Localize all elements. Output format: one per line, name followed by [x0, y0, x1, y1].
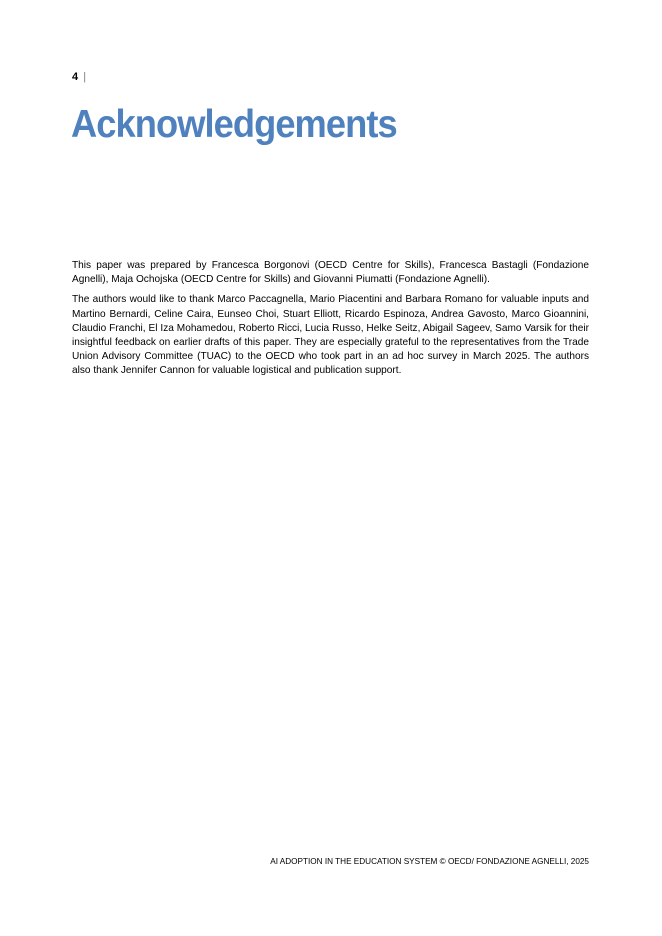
page-footer: AI ADOPTION IN THE EDUCATION SYSTEM © OECD/ FONDAZIONE AGNELLI, 2025	[270, 857, 589, 866]
body-text	[72, 259, 589, 385]
paragraph-thanks: The authors would like to thank Marco Paccagnella, Mario Piacentini and Barbara Romano for valuable inputs and Martino Bernardi, Celine Caira, Eunseo Choi, Stuart Elliott, Ricardo Espinoza, Andrea Gavosto, Marco Gioannini, Claudio Franchi, El Iza Mohamedou, Roberto Ricci, Lucia Russo, Helke Seitz, Abigail Sageev, Samo Varsik for their insightful feedback on earlier drafts of this paper. They are especially grateful to the representatives from the Trade Union Advisory Committee (TUAC) to the OECD who took part in an ad hoc survey in March 2025. The authors also thank Jennifer Cannon for valuable logistical and publication support.	[72, 294, 589, 377]
page-title: Acknowledgements	[71, 103, 397, 146]
paragraph-authors: This paper was prepared by Francesca Borgonovi (OECD Centre for Skills), Francesca Bastagli (Fondazione Agnelli), Maja Ochojska (OECD Centre for Skills) and Giovanni Piumatti (Fondazione Agnelli).	[72, 260, 589, 286]
page-number: 4	[72, 71, 79, 83]
page-header	[72, 70, 86, 84]
page-number-separator: |	[83, 71, 87, 83]
